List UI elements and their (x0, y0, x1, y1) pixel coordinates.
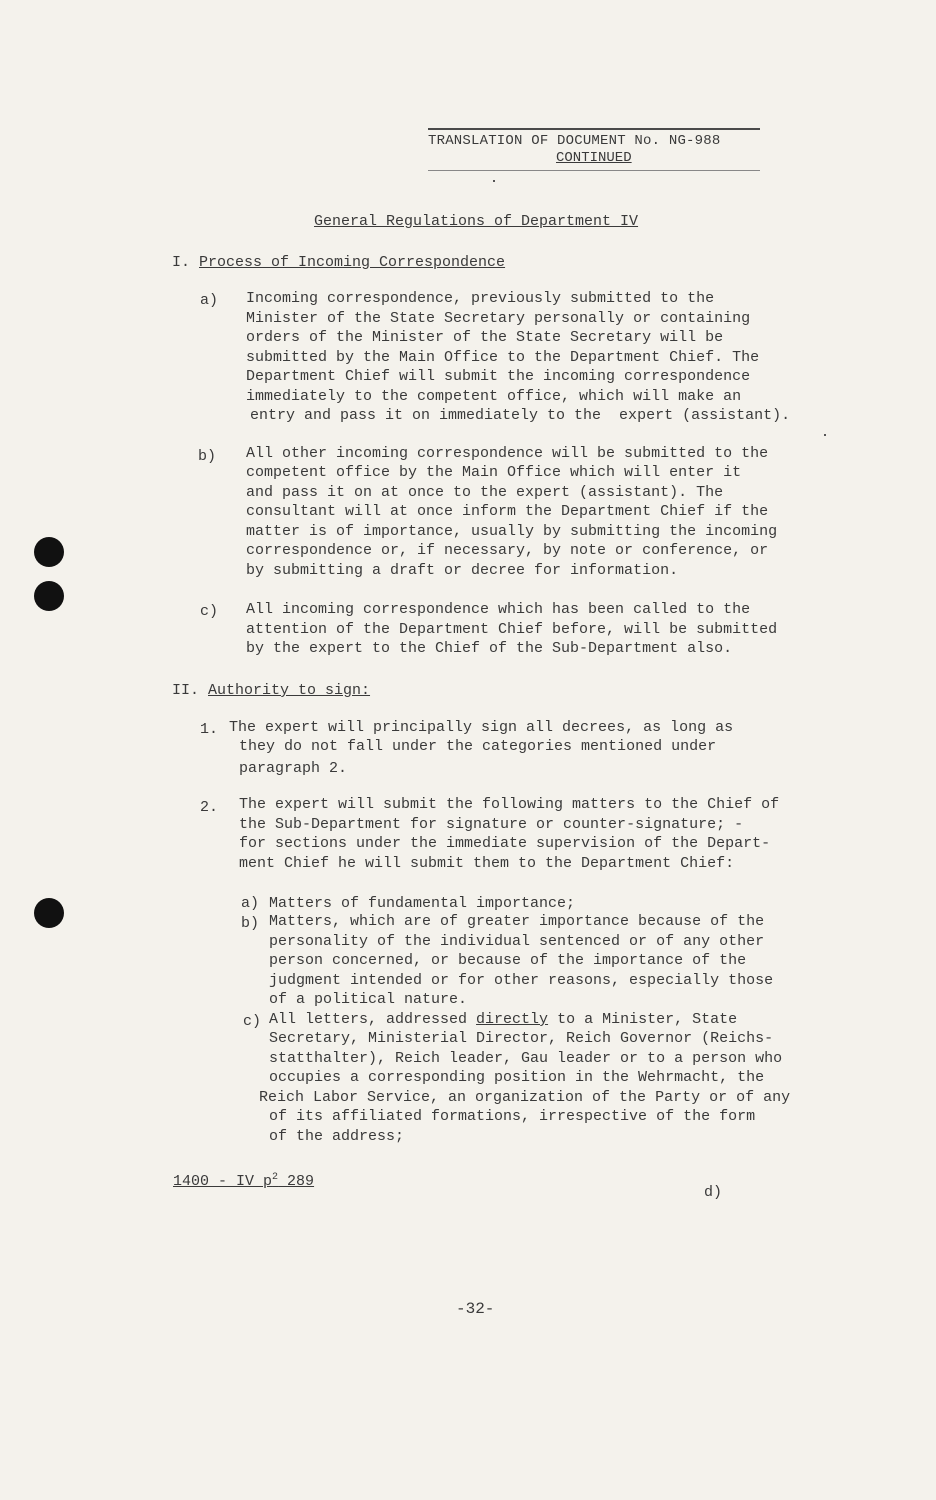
punch-hole-1 (34, 537, 64, 567)
item-1c-line-1: All incoming correspondence which has been called to the (246, 601, 751, 618)
header-top-rule (428, 128, 760, 130)
punch-hole-3 (34, 898, 64, 928)
subitem-c-line-1 (269, 1010, 737, 1030)
file-reference (173, 1168, 314, 1192)
item-1a-line-3: orders of the Minister of the State Secretary will be (246, 329, 724, 346)
item-2-2-line-2: the Sub-Department for signature or counter-signature; - (239, 816, 744, 833)
item-1c-label: c) (200, 603, 219, 620)
header-subtitle: CONTINUED (556, 150, 632, 166)
document-header (428, 128, 760, 171)
item-1b-line-5: matter is of importance, usually by submitting the incoming (246, 523, 778, 540)
item-2-1-line-2: they do not fall under the categories mentioned under (239, 738, 717, 755)
subitem-c-line-7: of the address; (269, 1128, 405, 1145)
subitem-c-line-4: occupies a corresponding position in the Wehrmacht, the (269, 1069, 765, 1086)
subitem-b-line-2: personality of the individual sentenced or of any other (269, 933, 765, 950)
page-number: -32- (456, 1300, 495, 1318)
item-1c-line-2: attention of the Department Chief before, will be submitted (246, 621, 778, 638)
item-2-1-label: 1. (200, 721, 219, 738)
item-1c-line-3: by the expert to the Chief of the Sub-Department also. (246, 640, 733, 657)
subitem-c-line-2: Secretary, Ministerial Director, Reich Governor (Reichs- (269, 1030, 774, 1047)
subitem-b-line-3: person concerned, or because of the importance of the (269, 952, 747, 969)
item-1b-line-7: by submitting a draft or decree for information. (246, 562, 679, 579)
subitem-c-line-6: of its affiliated formations, irrespective of the form (269, 1108, 756, 1125)
section-1-number: I. (172, 254, 191, 271)
item-1a-line-1: Incoming correspondence, previously submitted to the (246, 290, 715, 307)
item-1a-line-5: Department Chief will submit the incoming correspondence (246, 368, 751, 385)
item-1a-label: a) (200, 292, 219, 309)
item-1a-line-4: submitted by the Main Office to the Department Chief. The (246, 349, 760, 366)
item-1a-line-6: immediately to the competent office, which will make an (246, 388, 742, 405)
item-2-2-label: 2. (200, 799, 219, 816)
subitem-c-line-5: Reich Labor Service, an organization of the Party or of any (259, 1089, 791, 1106)
subitem-a-label: a) (241, 895, 260, 912)
speck (824, 434, 826, 436)
file-ref-prefix: 1400 - IV p (173, 1173, 273, 1190)
item-1b-line-3: and pass it on at once to the expert (assistant). The (246, 484, 724, 501)
subitem-b-label: b) (241, 915, 260, 932)
item-2-2-line-4: ment Chief he will submit them to the Department Chief: (239, 855, 735, 872)
item-1b-line-4: consultant will at once inform the Department Chief if the (246, 503, 769, 520)
item-1b-line-1: All other incoming correspondence will be submitted to the (246, 445, 769, 462)
subitem-c-line-1-pre: All letters, addressed (269, 1011, 477, 1028)
item-2-2-line-3: for sections under the immediate supervision of the Depart- (239, 835, 771, 852)
item-2-2-line-1: The expert will submit the following matters to the Chief of (239, 796, 780, 813)
item-1b-label: b) (198, 448, 217, 465)
item-1b-line-2: competent office by the Main Office which will enter it (246, 464, 742, 481)
section-2-title: Authority to sign: (208, 682, 371, 699)
item-1b-line-6: correspondence or, if necessary, by note or conference, or (246, 542, 769, 559)
subitem-c-label: c) (243, 1013, 262, 1030)
item-1a-line-2: Minister of the State Secretary personally or containing (246, 310, 751, 327)
subitem-c-emphasis: directly (476, 1011, 549, 1028)
file-ref-suffix: 289 (278, 1173, 315, 1190)
subitem-a-line-1: Matters of fundamental importance; (269, 895, 576, 912)
item-2-1-line-3: paragraph 2. (239, 760, 348, 777)
subitem-b-line-4: judgment intended or for other reasons, especially those (269, 972, 774, 989)
punch-hole-2 (34, 581, 64, 611)
subitem-c-line-1-post: to a Minister, State (548, 1011, 738, 1028)
section-1-title: Process of Incoming Correspondence (199, 254, 506, 271)
item-1a-line-7: entry and pass it on immediately to the expert (assistant). (250, 407, 791, 424)
speck (493, 180, 495, 182)
item-2-1-line-1: The expert will principally sign all decrees, as long as (229, 719, 734, 736)
subitem-b-line-1: Matters, which are of greater importance because of the (269, 913, 765, 930)
document-heading: General Regulations of Department IV (314, 213, 639, 230)
file-ref-superscript: 2 (272, 1172, 279, 1183)
header-bottom-rule (428, 170, 760, 171)
header-title: TRANSLATION OF DOCUMENT No. NG-988 (428, 133, 721, 149)
subitem-c-line-3: statthalter), Reich leader, Gau leader or to a person who (269, 1050, 783, 1067)
continuation-marker: d) (704, 1184, 723, 1201)
section-2-number: II. (172, 682, 200, 699)
subitem-b-line-5: of a political nature. (269, 991, 468, 1008)
